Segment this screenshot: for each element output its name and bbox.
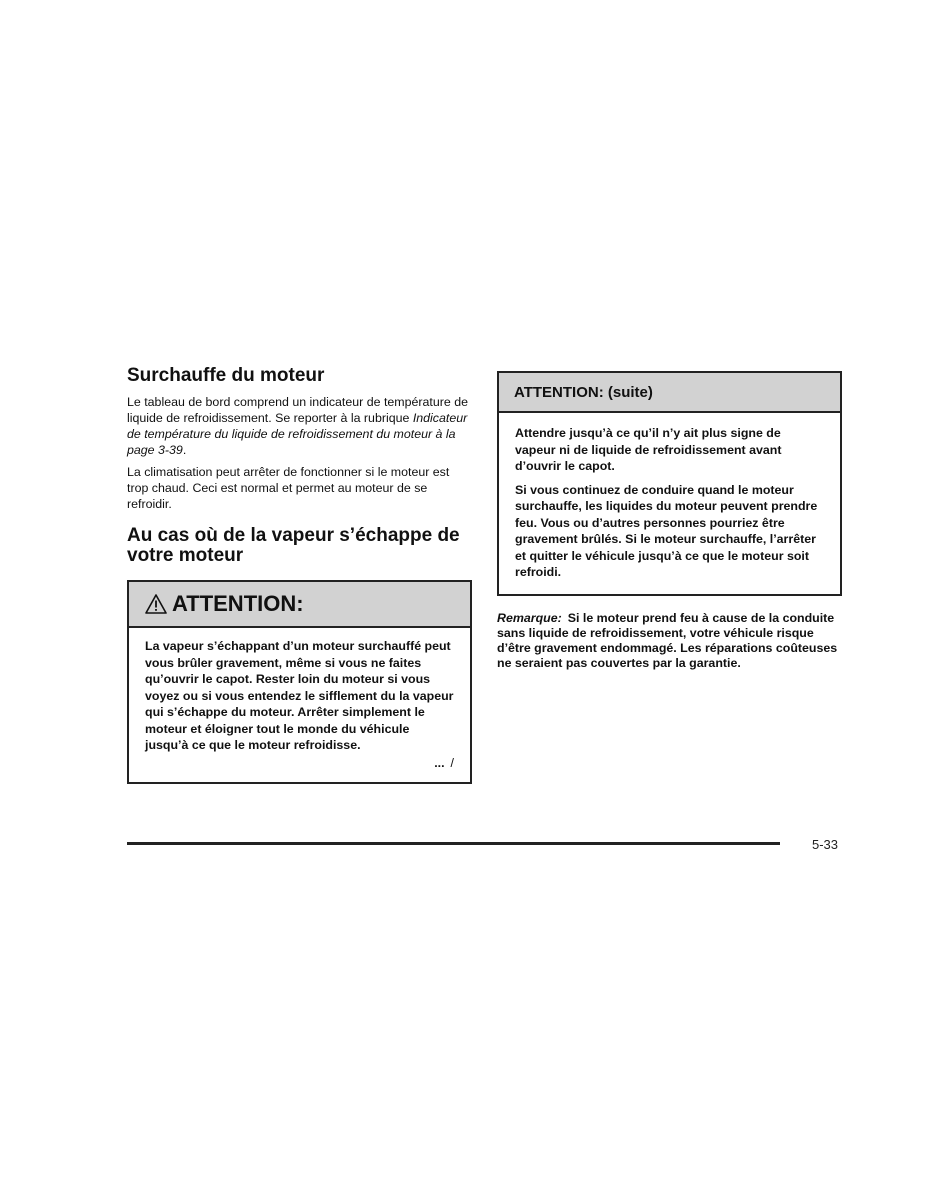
right-column	[497, 371, 842, 671]
warning-title: ATTENTION:	[172, 591, 304, 616]
warning-body	[129, 628, 470, 782]
warning-text: La vapeur s’échappant d’un moteur surchauffé peut vous brûler gravement, même si vous ne faites qu’ouvrir le capot. Rester loin du moteur si vous voyez ou si vous entendez le sifflement du la vapeur qui s’échappe du moteur. Arrêter simplement le moteur et éloigner tout le monde du véhicule jusqu’à ce que le moteur refroidisse.	[145, 639, 454, 752]
left-column	[127, 366, 472, 784]
paragraph-climate: La climatisation peut arrêter de fonctionner si le moteur est trop chaud. Ceci est normal et permet au moteur de se refroidir.	[127, 465, 450, 511]
page-number: 5-33	[812, 837, 839, 852]
paragraph-gauge-text: Le tableau de bord comprend un indicateur de température de liquide de refroidissement. Se reporter à la rubrique	[127, 395, 468, 425]
warning-continued-header	[499, 373, 840, 413]
section-title-steam: Au cas où de la vapeur s’échappe de votre moteur	[127, 525, 460, 566]
warning-box	[127, 580, 472, 784]
warning-continued-title: ATTENTION: (suite)	[514, 383, 653, 401]
note-paragraph	[497, 611, 842, 671]
continued-dots: ...	[434, 755, 445, 770]
warning-continued-para1: Attendre jusqu’à ce qu’il n’y ait plus signe de vapeur ni de liquide de refroidissement avant d’ouvrir le capot.	[515, 426, 782, 473]
warning-continued-box	[497, 371, 842, 596]
continued-mark: /	[450, 755, 454, 770]
warning-continued-body	[499, 413, 840, 594]
warning-header	[129, 582, 470, 628]
footer-rule	[127, 842, 780, 845]
section-title-overheating: Surchauffe du moteur	[127, 365, 325, 386]
warning-continued-para2: Si vous continuez de conduire quand le moteur surchauffe, les liquides du moteur peuvent prendre feu. Vous ou d’autres personnes pourriez être gravement brûlés. Si le moteur surchauffe, l’arrêter et quitter le véhicule jusqu’à ce que le moteur soit refroidi.	[515, 482, 818, 579]
paragraph-gauge	[127, 394, 472, 458]
note-label: Remarque:	[497, 610, 562, 625]
note-text: Si le moteur prend feu à cause de la conduite sans liquide de refroidissement, votre véhicule risque d’être gravement endommagé. Les réparations coûteuses ne seraient pas couvertes par la garantie.	[497, 610, 838, 670]
warning-continued	[145, 756, 454, 770]
paragraph-gauge-end: .	[182, 443, 187, 457]
gauge-reference: Indicateur de température du liquide de refroidissement du moteur à la page 3-39	[127, 411, 468, 457]
warning-triangle-icon	[145, 594, 167, 614]
